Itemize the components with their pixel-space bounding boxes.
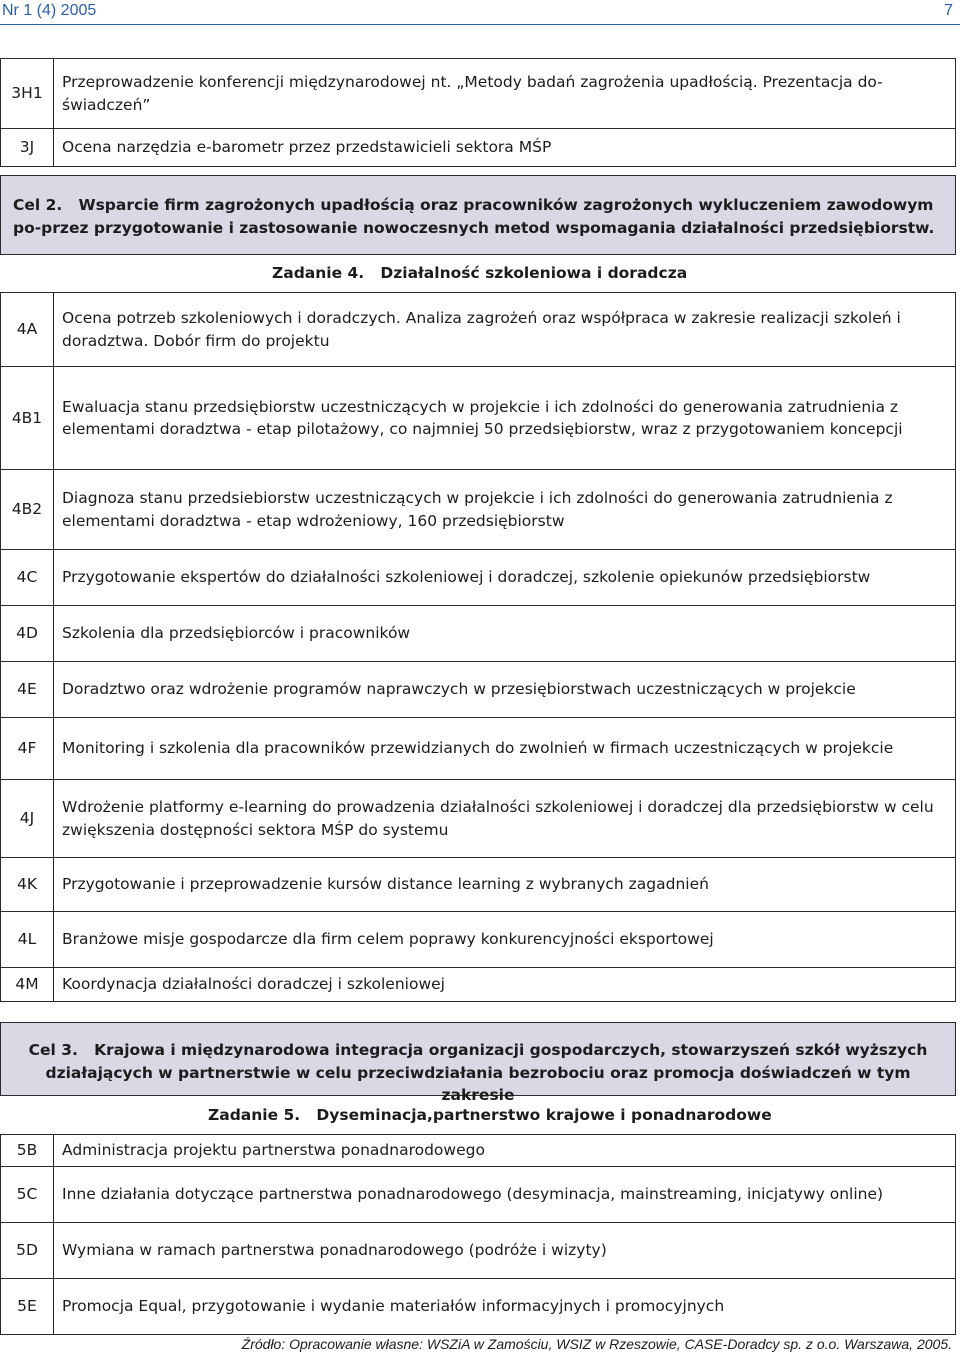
row-description: Inne działania dotyczące partnerstwa ponadnarodowego (desyminacja, mainstreaming, inicjatywy online) — [54, 1167, 956, 1223]
goal-text: Wsparcie firm zagrożonych upadłością oraz pracowników zagrożonych wykluczeniem zawodowym po-przez przygotowanie i zastosowanie nowoczesnych metod wspomagania działalności przedsiębiorstw. — [13, 196, 935, 237]
table-row — [1, 718, 956, 780]
table-row — [1, 912, 956, 968]
table-row — [1, 293, 956, 367]
row-code: 4C — [1, 550, 54, 606]
row-code: 4K — [1, 858, 54, 912]
row-description: Wymiana w ramach partnerstwa ponadnarodowego (podróże i wizyty) — [54, 1223, 956, 1279]
row-code: 5D — [1, 1223, 54, 1279]
row-description: Promocja Equal, przygotowanie i wydanie materiałów informacyjnych i promocyjnych — [54, 1279, 956, 1335]
row-description: Ocena narzędzia e-barometr przez przedstawicieli sektora MŚP — [54, 129, 956, 167]
task-5-heading — [208, 1104, 772, 1126]
row-code: 3J — [1, 129, 54, 167]
row-description: Przygotowanie i przeprowadzenie kursów distance learning z wybranych zagadnień — [54, 858, 956, 912]
row-code: 4E — [1, 662, 54, 718]
row-code: 4J — [1, 780, 54, 858]
table-row — [1, 59, 956, 129]
table-row — [1, 367, 956, 470]
goal-2-header — [0, 175, 956, 255]
task-4-heading — [272, 262, 687, 284]
goal-2-table — [0, 292, 956, 1002]
table-row — [1, 662, 956, 718]
row-description: Przeprowadzenie konferencji międzynarodowej nt. „Metody badań zagrożenia upadłością. Prezentacja do-świadczeń” — [54, 59, 956, 129]
task-label: Zadanie 4. — [272, 264, 365, 282]
row-description: Ocena potrzeb szkoleniowych i doradczych. Analiza zagrożeń oraz współpraca w zakresie realizacji szkoleń i doradztwa. Dobór firm do projektu — [54, 293, 956, 367]
table-row — [1, 968, 956, 1002]
row-code: 4A — [1, 293, 54, 367]
table-row — [1, 1279, 956, 1335]
table-row — [1, 550, 956, 606]
table-row — [1, 858, 956, 912]
top-rows-table — [0, 58, 956, 167]
row-code: 4F — [1, 718, 54, 780]
row-description: Koordynacja działalności doradczej i szkoleniowej — [54, 968, 956, 1002]
task-label: Zadanie 5. — [208, 1106, 301, 1124]
row-description: Branżowe misje gospodarcze dla firm celem poprawy konkurencyjności eksportowej — [54, 912, 956, 968]
row-code: 4B2 — [1, 470, 54, 550]
row-description: Przygotowanie ekspertów do działalności szkoleniowej i doradczej, szkolenie opiekunów przedsiębiorstw — [54, 550, 956, 606]
table-row — [1, 780, 956, 858]
goal-3-table — [0, 1134, 956, 1335]
table-row — [1, 470, 956, 550]
goal-text: Krajowa i międzynarodowa integracja organizacji gospodarczych, stowarzyszeń szkół wyższych działających w partnerstwie w celu przeciwdziałania bezrobociu oraz promocja doświadczeń w tym zakresie — [45, 1041, 928, 1104]
table-row — [1, 1167, 956, 1223]
row-code: 5E — [1, 1279, 54, 1335]
journal-issue: Nr 1 (4) 2005 — [2, 2, 97, 19]
row-description: Szkolenia dla przedsiębiorców i pracowników — [54, 606, 956, 662]
goal-label: Cel 2. — [13, 196, 63, 214]
table-row — [1, 129, 956, 167]
header-rule — [0, 24, 960, 25]
table-row — [1, 1135, 956, 1167]
task-title: Dyseminacja,partnerstwo krajowe i ponadnarodowe — [316, 1106, 772, 1124]
row-code: 4M — [1, 968, 54, 1002]
page-number: 7 — [944, 2, 953, 19]
row-description: Diagnoza stanu przedsiebiorstw uczestniczących w projekcie i ich zdolności do generowania zatrudnienia z elementami doradztwa - etap wdrożeniowy, 160 przedsiębiorstw — [54, 470, 956, 550]
row-description: Doradztwo oraz wdrożenie programów naprawczych w przesiębiorstwach uczestniczących w projekcie — [54, 662, 956, 718]
task-title: Działalność szkoleniowa i doradcza — [380, 264, 688, 282]
row-description: Monitoring i szkolenia dla pracowników przewidzianych do zwolnień w firmach uczestniczących w projekcie — [54, 718, 956, 780]
row-code: 4D — [1, 606, 54, 662]
row-code: 5C — [1, 1167, 54, 1223]
table-row — [1, 1223, 956, 1279]
table-row — [1, 606, 956, 662]
row-code: 4L — [1, 912, 54, 968]
goal-label: Cel 3. — [28, 1041, 78, 1059]
goal-3-header — [0, 1022, 956, 1104]
row-description: Wdrożenie platformy e-learning do prowadzenia działalności szkoleniowej i doradczej dla przedsiębiorstw w celu zwiększenia dostępności sektora MŚP do systemu — [54, 780, 956, 858]
row-description: Ewaluacja stanu przedsiębiorstw uczestniczących w projekcie i ich zdolności do generowania zatrudnienia z elementami doradztwa - etap pilotażowy, co najmniej 50 przedsiębiorstw, wraz z przygotowaniem koncepcji — [54, 367, 956, 470]
row-code: 5B — [1, 1135, 54, 1167]
row-code: 3H1 — [1, 59, 54, 129]
row-code: 4B1 — [1, 367, 54, 470]
source-note: Źródło: Opracowanie własne: WSZiA w Zamościu, WSIZ w Rzeszowie, CASE-Doradcy sp. z o.o. Warszawa, 2005. — [241, 1336, 952, 1352]
row-description: Administracja projektu partnerstwa ponadnarodowego — [54, 1135, 956, 1167]
page-header — [0, 0, 960, 24]
